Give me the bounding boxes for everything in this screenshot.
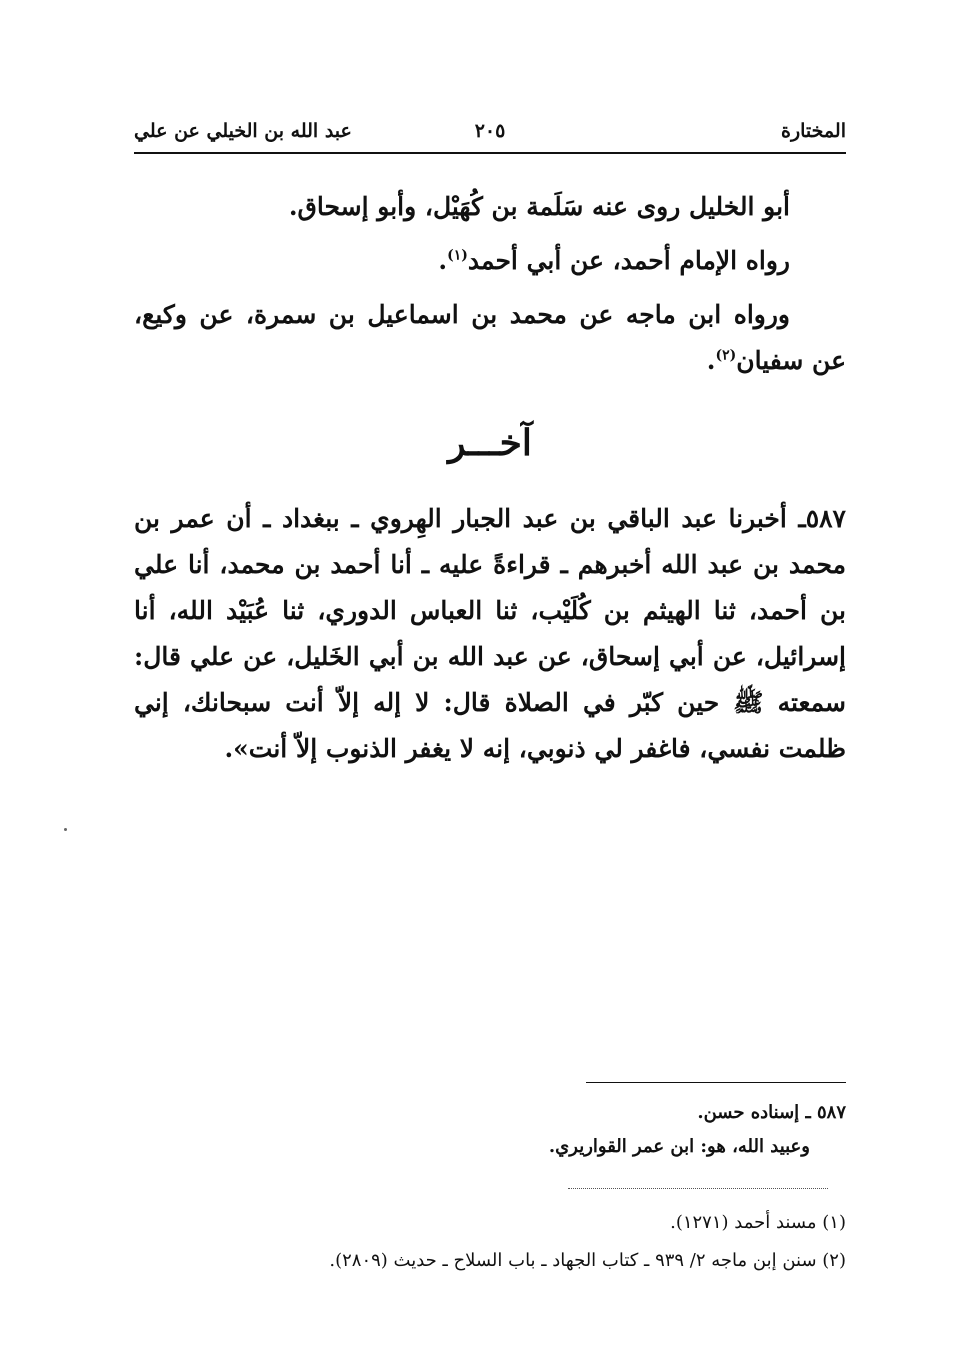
- ahmad-narration-end: .: [438, 246, 448, 275]
- header-book-title: المختارة: [781, 120, 846, 142]
- takhrij-notes: [134, 1096, 846, 1164]
- ibn-majah-narration-text: ورواه ابن ماجه عن محمد بن اسماعيل بن سمرة، عن وكيع، عن سفيان: [134, 300, 846, 375]
- ibn-majah-narration-end: .: [706, 346, 716, 375]
- footnote-ref-2: (٢): [715, 347, 737, 364]
- header-divider: [134, 152, 846, 154]
- footnote-2: (٢) سنن إبن ماجه ٢/ ٩٣٩ ـ كتاب الجهاد ـ باب السلاح ـ حديث (٢٨٠٩).: [329, 1250, 846, 1271]
- footnote-divider: [586, 1082, 846, 1083]
- takhrij-note-grading: ٥٨٧ ـ إسناده حسن.: [697, 1102, 846, 1123]
- narrator-line: أبو الخليل روى عنه سَلَمة بن كُهَيْل، وأبو إسحاق.: [288, 192, 790, 221]
- footnote-ref-1: (١): [447, 247, 468, 264]
- ahmad-narration-line: [134, 238, 846, 284]
- section-title: آخـــر: [448, 422, 532, 464]
- scan-speck: [64, 828, 67, 831]
- ibn-majah-narration-line: [134, 292, 846, 384]
- ahmad-narration-text: رواه الإمام أحمد، عن أبي أحمد: [467, 246, 790, 275]
- footnote-1: (١) مسند أحمد (١٢٧١).: [670, 1212, 846, 1233]
- header-chapter-title: عبد الله بن الخيلي عن علي: [134, 120, 352, 142]
- reference-footnotes: [134, 1204, 846, 1280]
- footnote-dotted-divider: [568, 1188, 828, 1189]
- main-text: [134, 184, 846, 772]
- takhrij-note-narrator: وعبيد الله، هو: ابن عمر القواريري.: [548, 1136, 810, 1157]
- hadith-587: ٥٨٧ـ أخبرنا عبد الباقي بن عبد الجبار الهِروي ـ ببغداد ـ أن عمر بن محمد بن عبد الله أخبرهم ـ قراءةً عليه ـ أنا أحمد بن محمد، أنا علي بن أحمد، ثنا الهيثم بن كُلَيْب، ثنا العباس الدوري، ثنا عُبَيْد الله، أنا إسرائيل، عن أبي إسحاق، عن عبد الله بن أبي الخَليل، عن علي قال: سمعته ﷺ حين كبّر في الصلاة قال: لا إله إلاّ أنت سبحانك، إني ظلمت نفسي، فاغفر لي ذنوبي، إنه لا يغفر الذنوب إلاّ أنت».: [134, 504, 846, 763]
- running-header: [134, 118, 846, 152]
- page-number: ٢٠٥: [474, 120, 506, 142]
